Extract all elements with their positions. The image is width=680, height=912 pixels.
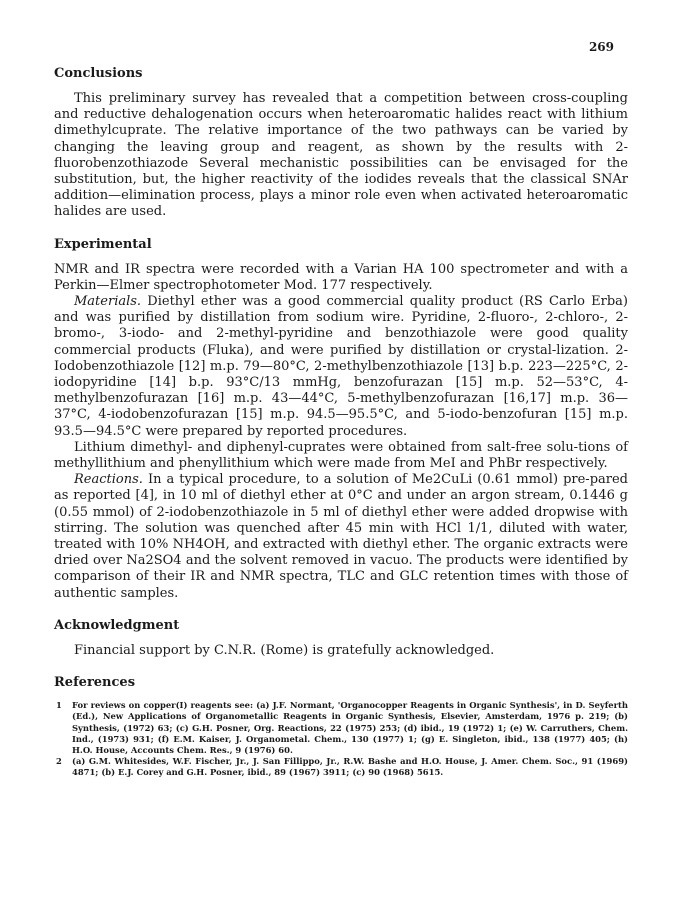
reference-item — [54, 756, 628, 778]
materials-paragraph — [54, 294, 628, 440]
conclusions-paragraph: This preliminary survey has revealed that a competition between cross-coupling and reductive dehalogenation occurs when heteroaromatic halides react with lithium dimethylcuprate. The relative importance of the two pathways can be varied by changing the leaving group and reagent, as shown by the results with 2-fluorobenzothiazode Several mechanistic possibilities can be envisaged for the substitution, but, the higher reactivity of the iodides reveals that the classical SNAr addition—elimination process, plays a minor role even when activated heteroaromatic halides are used. — [54, 91, 628, 220]
reactions-lead: Reactions. — [74, 472, 143, 488]
reactions-paragraph — [54, 472, 628, 602]
reactions-text: In a typical procedure, to a solution of Me2CuLi (0.61 mmol) pre-pared as reported [4], in 10 ml of diethyl ether at 0°C and under an argon stream, 0.1446 g (0.55 mmol) of 2-iodobenzothiazole in 5 ml of diethyl ether were added dropwise with stirring. The solution was quenched after 45 min with HCl 1/1, diluted with water, treated with 10% NH4OH, and extracted with diethyl ether. The organic extracts were dried over Na2SO4 and the solvent removed in vacuo. The products were identified by comparison of their IR and NMR spectra, TLC and GLC retention times with those of authentic samples. — [54, 472, 628, 601]
reference-text: For reviews on copper(I) reagents see: (a) J.F. Normant, 'Organocopper Reagents in Organic Synthesis', in D. Seyferth (Ed.), New Applications of Organometallic Reagents in Organic Synthesis, Elsevier, Amsterdam, 1976 p. 219; (b) Synthesis, (1972) 63; (c) G.H. Posner, Org. Reactions, 22 (1975) 253; (d) ibid., 19 (1972) 1; (e) W. Carruthers, Chem. Ind., (1973) 931; (f) E.M. Kaiser, J. Organometal. Chem., 130 (1977) 1; (g) E. Singleton, ibid., 138 (1977) 405; (h) H.O. House, Accounts Chem. Res., 9 (1976) 60. — [72, 700, 628, 755]
acknowledgment-heading: Acknowledgment — [54, 617, 180, 633]
conclusions-heading: Conclusions — [54, 66, 143, 81]
reference-list — [54, 700, 628, 778]
experimental-heading: Experimental — [54, 236, 152, 252]
acknowledgment-paragraph: Financial support by C.N.R. (Rome) is gratefully acknowledged. — [74, 642, 495, 658]
references-heading: References — [54, 675, 136, 691]
reference-text: (a) G.M. Whitesides, W.F. Fischer, Jr., J. San Fillippo, Jr., R.W. Bashe and H.O. House, J. Amer. Chem. Soc., 91 (1969) 4871; (b) E.J. Corey and G.H. Posner, ibid., 89 (1967) 3911; (c) 90 (1968) 5615. — [72, 756, 628, 778]
cuprates-paragraph: Lithium dimethyl- and diphenyl-cuprates were obtained from salt-free solu-tions of methyllithium and phenyllithium which were made from MeI and PhBr respectively. — [54, 439, 628, 472]
materials-text: Diethyl ether was a good commercial quality product (RS Carlo Erba) and was purified by distillation from sodium wire. Pyridine, 2-fluoro-, 2-chloro-, 2-bromo-, 3-iodo- and 2-methyl-pyridine and benzothiazole were good quality commercial products (Fluka), and were purified by distillation or crystal-lization. 2-Iodobenzothiazole [12] m.p. 79—80°C, 2-methylbenzothiazole [13] b.p. 223—225°C, 2-iodopyridine [14] b.p. 93°C/13 mmHg, benzofurazan [15] m.p. 52—53°C, 4-methylbenzofurazan [16] m.p. 43—44°C, 5-methylbenzofurazan [16,17] m.p. 36—37°C, 4-iodobenzofurazan [15] m.p. 94.5—95.5°C, and 5-iodo-benzofuran [15] m.p. 93.5—94.5°C were prepared by reported procedures. — [54, 294, 628, 439]
experimental-intro-paragraph: NMR and IR spectra were recorded with a Varian HA 100 spectrometer and with a Perkin—Elmer spectrophotometer Mod. 177 respectively. — [54, 261, 628, 293]
materials-lead: Materials. — [74, 294, 142, 310]
reference-number: 2 — [56, 756, 62, 767]
article-body — [54, 66, 628, 779]
page-number: 269 — [588, 40, 614, 54]
reference-item — [54, 700, 628, 756]
reference-number: 1 — [56, 700, 62, 711]
